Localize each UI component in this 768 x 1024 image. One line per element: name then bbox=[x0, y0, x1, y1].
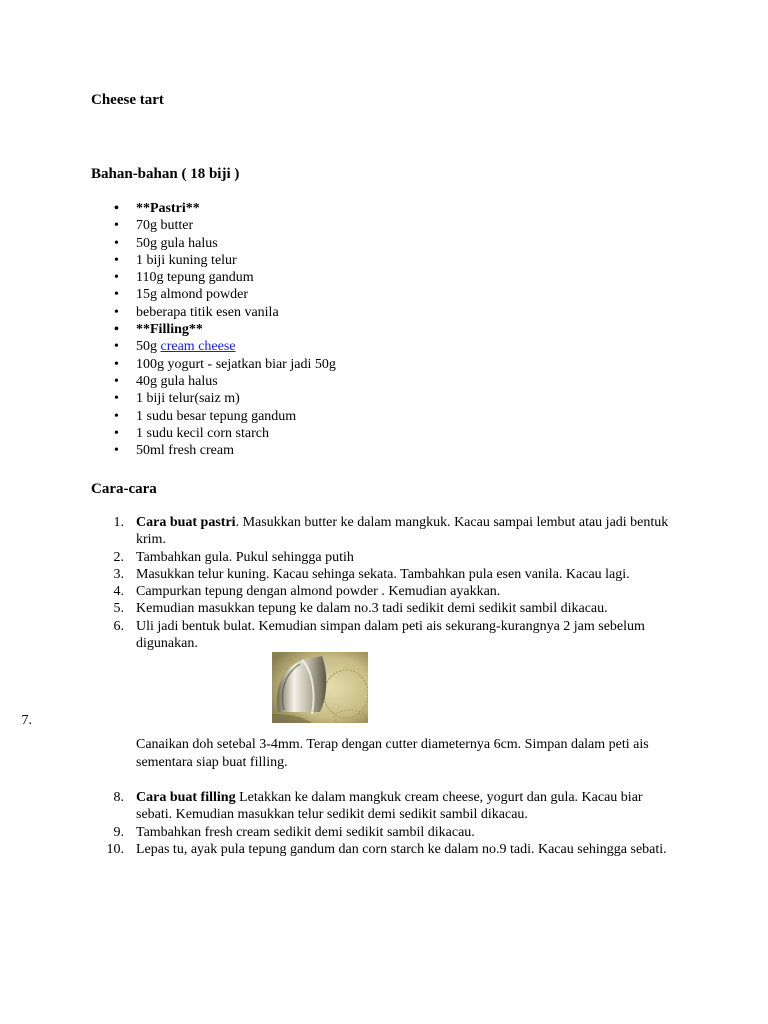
step-text: Canaikan doh setebal 3-4mm. Terap dengan cutter diameternya 6cm. Simpan dalam peti ais sementara siap buat filling. bbox=[136, 737, 649, 770]
step-item bbox=[0, 824, 768, 841]
step-number: 10. bbox=[106, 841, 124, 857]
step-number: 9. bbox=[113, 824, 124, 840]
step-item-with-photo bbox=[0, 652, 768, 789]
step-number: 5. bbox=[113, 601, 124, 617]
step-number: 6. bbox=[113, 618, 124, 634]
pastry-cutter-photo bbox=[272, 652, 368, 723]
ingredient-item: • 1 biji telur(saiz m) bbox=[0, 390, 768, 407]
step-text: Uli jadi bentuk bulat. Kemudian simpan dalam peti ais sekurang-kurangnya 2 jam sebelum digunakan. bbox=[136, 618, 645, 652]
ingredient-item: • 50ml fresh cream bbox=[0, 442, 768, 459]
step-item bbox=[0, 583, 768, 600]
ingredient-item: • 1 sudu besar tepung gandum bbox=[0, 408, 768, 425]
ingredient-item: • 70g butter bbox=[0, 217, 768, 234]
ingredient-item bbox=[0, 338, 768, 355]
ingredient-item: • 110g tepung gandum bbox=[0, 269, 768, 286]
step-text: Masukkan telur kuning. Kacau sehinga sekata. Tambahkan pula esen vanila. Kacau lagi. bbox=[136, 566, 630, 582]
ingredient-item: • beberapa titik esen vanila bbox=[0, 304, 768, 321]
ingredient-list bbox=[0, 200, 768, 459]
recipe-title: Cheese tart bbox=[91, 92, 164, 108]
step-text: Tambahkan fresh cream sedikit demi sedikit sambil dikacau. bbox=[136, 824, 475, 840]
ingredient-item: • 1 sudu kecil corn starch bbox=[0, 425, 768, 442]
cream-cheese-link[interactable]: cream cheese bbox=[160, 339, 236, 355]
ingredients-heading: Bahan-bahan ( 18 biji ) bbox=[91, 166, 240, 182]
step-item bbox=[0, 841, 768, 858]
step-item bbox=[0, 600, 768, 617]
step-photo-row bbox=[21, 652, 676, 729]
step-text: Letakkan ke dalam mangkuk cream cheese, yogurt dan gula. Kacau biar sebati. Kemudian masukkan telur sedikit demi sedikit sambil dikacau. bbox=[136, 789, 643, 823]
ingredient-item: • 40g gula halus bbox=[0, 373, 768, 390]
ingredient-item: • 15g almond powder bbox=[0, 286, 768, 303]
step-item bbox=[0, 566, 768, 583]
step-number: 3. bbox=[113, 566, 124, 582]
pastry-cutter-image bbox=[272, 652, 368, 723]
step-text: . Masukkan butter ke dalam mangkuk. Kacau sampai lembut atau jadi bentuk krim. bbox=[136, 515, 669, 548]
ingredient-subheading: • **Pastri** bbox=[0, 200, 768, 217]
spacer bbox=[136, 771, 676, 789]
ingredient-item: • 50g gula halus bbox=[0, 235, 768, 252]
spacer bbox=[136, 723, 676, 736]
step-text: Kemudian masukkan tepung ke dalam no.3 tadi sedikit demi sedikit sambil dikacau. bbox=[136, 601, 608, 617]
step-text: Tambahkan gula. Pukul sehingga putih bbox=[136, 549, 354, 565]
step-lead: Cara buat filling bbox=[136, 789, 236, 805]
step-text: Campurkan tepung dengan almond powder . Kemudian ayakkan. bbox=[136, 584, 501, 600]
step-number: 2. bbox=[113, 549, 124, 565]
step-lead: Cara buat pastri bbox=[136, 515, 236, 530]
step-number: 8. bbox=[113, 789, 124, 805]
method-steps bbox=[0, 514, 768, 858]
step-item bbox=[0, 618, 768, 653]
step-item bbox=[0, 789, 768, 824]
step-text: Lepas tu, ayak pula tepung gandum dan corn starch ke dalam no.9 tadi. Kacau sehingga sebati. bbox=[136, 841, 667, 857]
method-heading: Cara-cara bbox=[91, 481, 157, 497]
step-item bbox=[0, 549, 768, 566]
ingredient-amount: 50g bbox=[136, 339, 161, 355]
ingredient-item: • 100g yogurt - sejatkan biar jadi 50g bbox=[0, 356, 768, 373]
ingredient-item: • 1 biji kuning telur bbox=[0, 252, 768, 269]
step-number: 7. bbox=[21, 713, 32, 729]
step-number: 1. bbox=[113, 515, 124, 530]
step-number: 4. bbox=[113, 584, 124, 600]
ingredient-subheading: • **Filling** bbox=[0, 321, 768, 338]
step-item bbox=[0, 514, 768, 549]
